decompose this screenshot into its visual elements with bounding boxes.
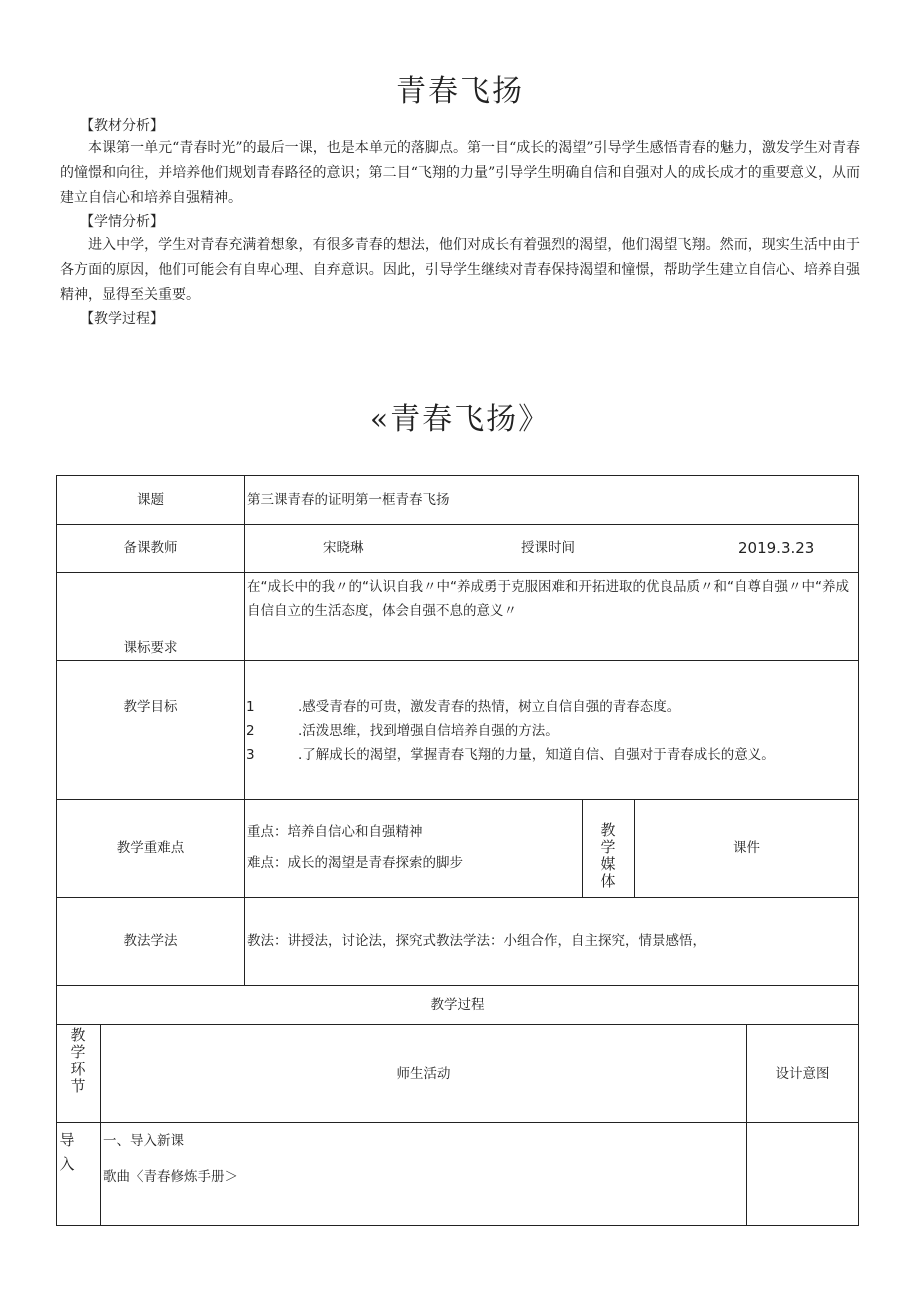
key-points-label: 教学重难点 — [116, 840, 185, 856]
topic-value: 第三课青春的证明第一框青春飞扬 — [247, 492, 450, 508]
row-divider — [57, 1122, 858, 1123]
media-label: 教学媒体 — [600, 821, 616, 890]
methods-label: 教法学法 — [123, 933, 178, 949]
goal-text: .了解成长的渴望，掌握青春飞翔的力量，知道自信、自强对于青春成长的意义。 — [298, 747, 775, 763]
goal-text: .感受青春的可贵，激发青春的热情，树立自信自强的青春态度。 — [298, 699, 681, 715]
col-divider — [100, 1024, 101, 1225]
row-divider — [57, 572, 858, 573]
col-intent-header: 设计意图 — [775, 1066, 830, 1082]
material-analysis-text: 本课第一单元“青春时光”的最后一课，也是本单元的落脚点。第一目“成长的渴望”引导学生感悟青春的魅力，激发学生对青春的憧憬和向往，并培养他们规划青春路径的意识；第二目“飞翔的力量”引导学生明确自信和自强对人的成长成才的重要意义，从而建立自信心和培养自强精神。 — [60, 140, 860, 206]
process-label: 【教学过程】 — [80, 311, 164, 327]
student-analysis-label: 【学情分析】 — [80, 214, 164, 230]
row-divider — [57, 985, 858, 986]
student-analysis-text: 进入中学，学生对青春充满着想象，有很多青春的想法，他们对成长有着强烈的渴望，他们渴望飞翔。然而，现实生活中由于各方面的原因，他们可能会有自卑心理、自弃意识。因此，引导学生继续对青春保持渴望和憧憬，帮助学生建立自信心、培养自强精神，显得至关重要。 — [60, 237, 860, 303]
col-divider — [244, 476, 245, 985]
goals-label: 教学目标 — [123, 699, 178, 715]
topic-label: 课题 — [137, 492, 164, 508]
lesson-plan-table — [56, 475, 859, 1226]
row-divider — [57, 524, 858, 525]
col-stage-header: 教学环节 — [70, 1026, 86, 1095]
row1-activity-line1: 一、导入新课 — [103, 1133, 184, 1149]
row-divider — [57, 1024, 858, 1025]
row1-stage: 导入 — [59, 1131, 75, 1173]
media-value: 课件 — [733, 840, 760, 856]
goal-number: 2 — [246, 723, 255, 739]
time-value: 2019.3.23 — [738, 539, 815, 557]
difficult-point: 难点：成长的渴望是青春探索的脚步 — [247, 855, 463, 871]
process-header: 教学过程 — [430, 997, 485, 1013]
col-activity-header: 师生活动 — [396, 1066, 451, 1082]
col-divider — [582, 799, 583, 897]
goal-text: .活泼思维，找到增强自信培养自强的方法。 — [298, 723, 559, 739]
teacher-label: 备课教师 — [123, 540, 178, 556]
lesson-title: «青春飞扬》 — [369, 402, 551, 437]
key-point: 重点：培养自信心和自强精神 — [247, 824, 423, 840]
goal-number: 1 — [246, 699, 255, 715]
methods-text: 教法：讲授法，讨论法，探究式教法学法：小组合作，自主探究，情景感悟， — [247, 933, 706, 949]
standard-text: 在“成长中的我〃的“认识自我〃中“养成勇于克服困难和开拓进取的优良品质〃和“自尊自强〃中“养成自信自立的生活态度，体会自强不息的意义〃 — [247, 579, 849, 619]
teacher-name: 宋晓琳 — [323, 540, 364, 556]
row-divider — [57, 897, 858, 898]
material-analysis-label: 【教材分析】 — [80, 118, 164, 134]
row1-activity-line2: 歌曲〈青春修炼手册＞ — [103, 1169, 238, 1185]
row-divider — [57, 799, 858, 800]
goal-number: 3 — [246, 747, 255, 763]
row-divider — [57, 660, 858, 661]
col-divider — [746, 1024, 747, 1225]
standard-label: 课标要求 — [123, 640, 178, 656]
time-label: 授课时间 — [521, 540, 575, 556]
page-title: 青春飞扬 — [396, 74, 524, 109]
